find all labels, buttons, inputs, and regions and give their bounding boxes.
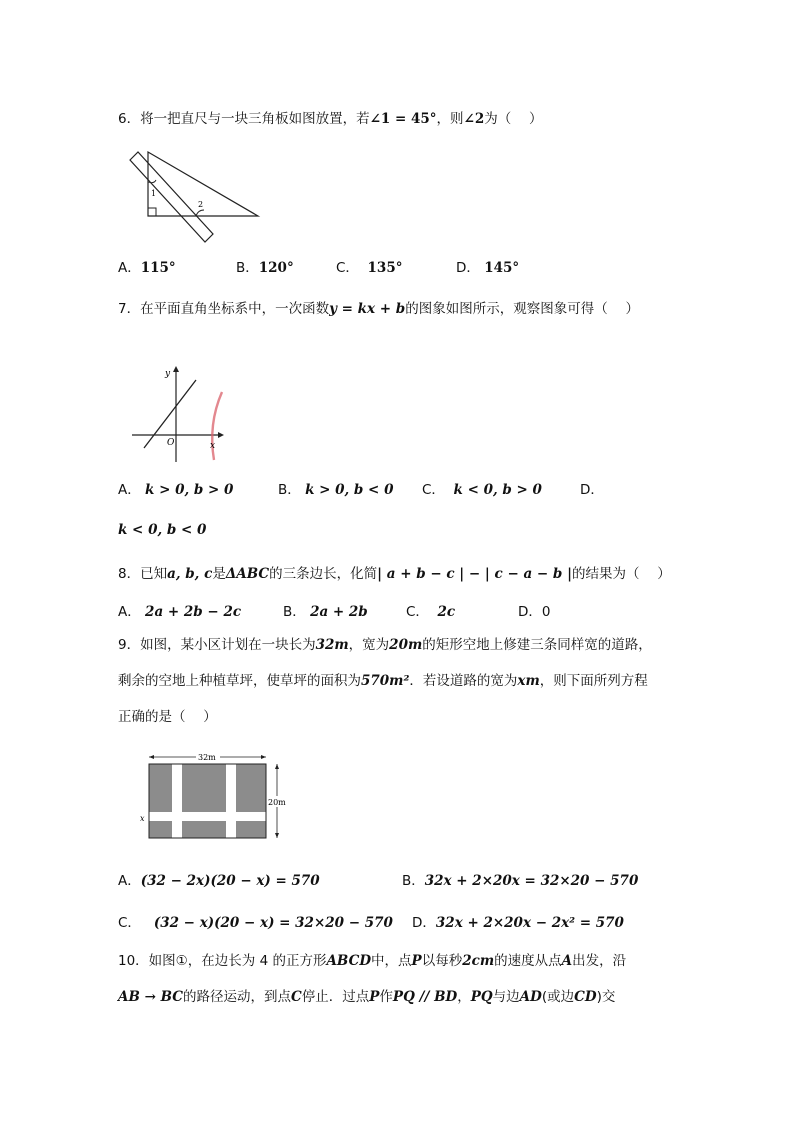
x-axis-arrow xyxy=(218,432,224,438)
q6-figure xyxy=(128,148,268,243)
q9-stem-line-2: 剩余的空地上种植草坪，使草坪的面积为570m²．若设道路的宽为xm，则下面所列方程 xyxy=(118,673,648,689)
q10-stem-line-2: AB → BC的路径运动，到点C停止．过点P作PQ // BD，PQ与边AD(或边CD)交 xyxy=(118,989,616,1005)
dim-right-arrow-top xyxy=(275,764,279,769)
q7-option-d-value[interactable]: k < 0, b < 0 xyxy=(118,522,207,538)
origin-label: O xyxy=(167,438,175,448)
length-label: 32m xyxy=(198,753,216,762)
q10-stem-line-1: 10．如图①，在边长为 4 的正方形ABCD中，点P以每秒2cm的速度从点A出发，沿 xyxy=(118,953,627,969)
road-width-label: x xyxy=(140,814,145,823)
q9-option-b[interactable]: B．32x + 2×20x = 32×20 − 570 xyxy=(402,873,639,889)
q8-expression: | a + b − c | − | c − a − b | xyxy=(377,566,572,582)
q8-option-c[interactable]: C． 2c xyxy=(406,604,456,620)
dim-right-arrow-bottom xyxy=(275,833,279,838)
q8-option-d[interactable]: D．0 xyxy=(518,604,551,620)
q7-option-b[interactable]: B． k > 0, b < 0 xyxy=(278,482,394,498)
q9-stem-line-1: 9．如图，某小区计划在一块长为32m，宽为20m的矩形空地上修建三条同样宽的道路， xyxy=(118,637,652,653)
q7-graph xyxy=(128,362,238,467)
road-vertical-1 xyxy=(172,764,182,838)
q7-option-a[interactable]: A． k > 0, b > 0 xyxy=(118,482,234,498)
q6-option-a[interactable]: A．115° xyxy=(118,260,176,276)
q6-stem: 6．将一把直尺与一块三角板如图放置，若∠1 = 45°，则∠2为（ ） xyxy=(118,111,543,127)
q6-option-c[interactable]: C． 135° xyxy=(336,260,403,276)
q9-stem-line-3: 正确的是（ ） xyxy=(118,709,217,725)
q6-option-d[interactable]: D． 145° xyxy=(456,260,520,276)
q7-option-c[interactable]: C． k < 0, b > 0 xyxy=(422,482,542,498)
road-horizontal xyxy=(149,812,266,821)
width-label: 20m xyxy=(268,798,286,807)
road-vertical-2 xyxy=(226,764,236,838)
angle-2-arc xyxy=(196,210,204,216)
q7-stem: 7．在平面直角坐标系中，一次函数y = kx + b的图象如图所示，观察图象可得（ ） xyxy=(118,301,639,317)
x-axis-label: x xyxy=(210,441,216,451)
q9-option-a[interactable]: A．(32 − 2x)(20 − x) = 570 xyxy=(118,873,320,889)
q7-function: y = kx + b xyxy=(329,301,406,317)
q8-option-a[interactable]: A． 2a + 2b − 2c xyxy=(118,604,242,620)
y-axis-label: y xyxy=(165,369,171,379)
q6-option-b[interactable]: B．120° xyxy=(236,260,294,276)
q7-option-d-letter[interactable]: D． xyxy=(580,482,604,498)
angle-2-label: 2 xyxy=(198,200,204,209)
q6-condition: ∠1 = 45° xyxy=(369,111,437,127)
q8-stem: 8．已知a, b, c是ΔABC的三条边长，化简| a + b − c | − | c − a − b |的结果为（ ） xyxy=(118,566,671,582)
angle-1-label: 1 xyxy=(151,189,157,198)
y-axis-arrow xyxy=(173,366,179,372)
dim-top-arrow-left xyxy=(149,755,154,759)
q9-figure xyxy=(140,748,300,843)
q9-option-d[interactable]: D．32x + 2×20x − 2x² = 570 xyxy=(412,915,624,931)
lawn-field xyxy=(149,764,266,838)
q9-option-c[interactable]: C． (32 − x)(20 − x) = 32×20 − 570 xyxy=(118,915,393,931)
q8-option-b[interactable]: B． 2a + 2b xyxy=(283,604,368,620)
dim-top-arrow-right xyxy=(261,755,266,759)
q6-asked-angle: ∠2 xyxy=(463,111,485,127)
right-angle-mark xyxy=(148,208,156,216)
